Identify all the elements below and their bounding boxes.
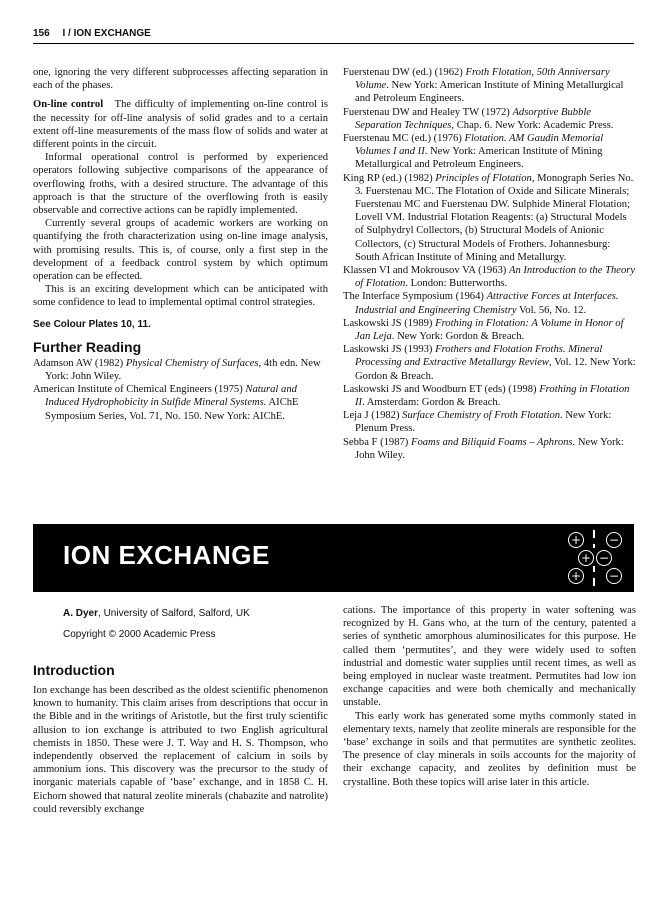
left-column-top: [33, 66, 328, 423]
article-title: ION EXCHANGE: [63, 540, 270, 570]
reference-title: Froth Flotation, 50th Anniversary Volume: [355, 67, 610, 92]
reference-entry: [343, 106, 636, 132]
reference-title: Flotation. AM Gaudin Memorial Volumes I and II: [355, 133, 604, 158]
author-line: [63, 606, 323, 621]
paragraph: This early work has generated some myths commonly stated in elementary texts, namely that zeolite minerals are responsible for the ‘base’ exchange in soils and that permutites are synthetic zeolites. The presence of clay minerals in soils accounts for the majority of their exchange capacity, and zeolites by definition must be crystalline. Both these topics will arise later in this article.: [343, 710, 636, 788]
reference-authors: Fuerstenau DW and Healey TW (1972): [343, 106, 513, 118]
author-name: A. Dyer: [63, 608, 99, 619]
page-number: 156: [33, 28, 50, 39]
right-column-top: [343, 66, 636, 462]
left-column-bottom: [33, 684, 328, 816]
article-title-banner: [33, 524, 634, 592]
paragraph: cations. The importance of this property in water softening was recognized by H. Gans who, at the turn of the century, patented a series of synthetic amorphous aluminosilicates for this purpose. He called them ‘permutites’, and they were widely used to soften industrial and domestic water supplies until recent times, as well as being employed in nuclear waste treatment. Permutites had low ion exchange capacities and were both chemically and mechanically unstable.: [343, 605, 636, 709]
paragraph-text: The difficulty of implementing on-line control is the necessity for off-line analysis of solid grades and to a certain extent off-line measurements of the mass flow of solids and water at different points in the circuit.: [33, 99, 328, 151]
reference-title: Frothers and Flotation Froths. Mineral Processing and Extractive Metallurgy Review: [355, 344, 603, 369]
reference-details: . New York: Plenum Press.: [355, 410, 612, 435]
anion-icon: −: [606, 532, 622, 548]
anion-icon: −: [596, 550, 612, 566]
reference-authors: King RP (ed.) (1982): [343, 172, 436, 184]
reference-title: Attractive Forces at Interfaces. Industrial and Engineering Chemistry: [355, 291, 619, 316]
see-colour-plates: See Colour Plates 10, 11.: [33, 318, 151, 330]
reference-entry: [343, 436, 636, 462]
right-column-bottom: [343, 604, 636, 789]
reference-title: Natural and Induced Hydrophobicity in Sulfide Mineral Systems.: [45, 384, 297, 409]
paragraph: Currently several groups of academic workers are working on quantifying the froth characterization using on-line image analysis, with promising results. This is, of course, only a first step in the development of a feedback control system by which optimum operation can be effected.: [33, 218, 328, 283]
cation-icon: +: [578, 550, 594, 566]
reference-authors: Laskowski JS (1989): [343, 317, 436, 329]
reference-entry: [343, 317, 636, 343]
reference-authors: Laskowski JS and Woodburn ET (eds) (1998): [343, 383, 540, 395]
reference-authors: Fuerstenau DW (ed.) (1962): [343, 67, 466, 78]
references-right: [343, 66, 636, 462]
reference-details: . New York: American Institute of Mining Metallurgical and Petroleum Engineers.: [355, 80, 624, 105]
reference-title: An Introduction to the Theory of Flotation: [355, 265, 636, 290]
reference-details: AIChE Symposium Series, Vol. 71, No. 150. New York: AIChE.: [45, 397, 299, 422]
reference-details: , Vol. 12. New York: Gordon & Breach.: [355, 357, 636, 382]
reference-details: , Chap. 6. New York: Academic Press.: [451, 119, 614, 131]
divider-dash: [593, 530, 595, 538]
reference-authors: Laskowski JS (1993): [343, 344, 436, 356]
paragraph: This is an exciting development which can be anticipated with some confidence to lead to implemental optimal control strategies.: [33, 284, 328, 309]
reference-title: Principles of Flotation: [435, 172, 532, 184]
reference-details: . New York: Gordon & Breach.: [391, 331, 525, 343]
divider-dash: [593, 578, 595, 586]
reference-authors: Leja J (1982): [343, 410, 403, 422]
copyright: Copyright © 2000 Academic Press: [63, 629, 216, 640]
references-left: [33, 357, 328, 423]
reference-title: Adsorptive Bubble Separation Techniques: [355, 106, 592, 131]
author-block: [63, 606, 323, 642]
reference-title: Physical Chemistry of Surfaces: [125, 357, 259, 369]
introduction-heading: Introduction: [33, 662, 115, 678]
reference-title: Frothing in Flotation II: [355, 383, 630, 409]
reference-title: Foams and Biliquid Foams – Aphrons: [410, 436, 573, 448]
reference-details: . New York: John Wiley.: [355, 436, 624, 461]
subheading: On-line control: [33, 99, 104, 111]
online-control-paragraph: [33, 98, 328, 151]
cation-icon: +: [568, 532, 584, 548]
reference-title: Frothing in Flotation: A Volume in Honor of Jan Leja: [355, 317, 624, 343]
reference-entry: [33, 357, 328, 383]
paragraph: Ion exchange has been described as the oldest scientific phenomenon known to humanity. This claim arises from descriptions that occur in the Bible and in the writings of Aristotle, but the first truly scientific allusion to ion exchange is attributed to two English agricultural chemists in 1850. These were J. T. Way and H. S. Thompson, who independently observed the replacement of calcium in soils by ammonium ions. This discovery was the precursor to the study of inorganic materials capable of ‘base’ exchange, and in 1858 C. H. Eichorn showed that natural zeolite minerals (chabazite and natrolite) could reversibly exchange: [33, 685, 328, 815]
cation-icon: +: [568, 568, 584, 584]
reference-details: , Monograph Series No. 3. Fuerstenau MC. The Flotation of Oxide and Silicate Minerals; Fuerstenau MC and Fuerstenau DW. Sulphide Mineral Flotation; Lovell VM. Industrial Flotation Reagents: (a) Structural Models of Sulphydryl Collectors, (b) Structural Models of Anionic Collectors, (c) Structural Models of Frothers. Johannesburg: South African Institute of Mining and Metallurgy.: [355, 172, 634, 263]
reference-authors: Adamson AW (1982): [33, 357, 126, 369]
reference-entry: [343, 290, 636, 316]
paragraph: one, ignoring the very different subprocesses affecting separation in each of the phases.: [33, 67, 328, 92]
reference-entry: [343, 264, 636, 290]
author-affiliation: , University of Salford, Salford, UK: [98, 608, 250, 619]
reference-entry: [343, 172, 636, 264]
reference-authors: Klassen VI and Mokrousov VA (1963): [343, 265, 509, 277]
reference-entry: [343, 343, 636, 383]
reference-details: Vol. 56, No. 12.: [516, 304, 587, 316]
reference-entry: [33, 383, 328, 423]
reference-title: Surface Chemistry of Froth Flotation: [402, 410, 561, 422]
reference-entry: [343, 409, 636, 435]
reference-entry: [343, 66, 636, 106]
reference-details: . London: Butterworths.: [405, 278, 508, 290]
anion-icon: −: [606, 568, 622, 584]
divider-dash: [593, 544, 595, 548]
reference-authors: The Interface Symposium (1964): [343, 291, 487, 303]
paragraph: Informal operational control is performed by experienced operators following subjective comparisons of the appearance of overflowing froths, with a desired structure. The advantage of this approach is that the structure of the overflowing froth is easily observable and corrective actions can be rapidly implemented.: [33, 152, 328, 217]
running-header: [33, 28, 634, 44]
reference-details: . Amsterdam: Gordon & Breach.: [362, 397, 501, 409]
reference-details: . New York: American Institute of Mining Metallurgical and Petroleum Engineers.: [355, 146, 603, 171]
ion-exchange-logo: [564, 530, 626, 586]
reference-authors: Fuerstenau MC (ed.) (1976): [343, 133, 465, 145]
reference-authors: American Institute of Chemical Engineers (1975): [33, 384, 246, 396]
running-title: I / ION EXCHANGE: [62, 28, 151, 39]
reference-entry: [343, 132, 636, 172]
reference-entry: [343, 383, 636, 409]
divider-dash: [593, 566, 595, 572]
reference-details: , 4th edn. New York: John Wiley.: [45, 357, 321, 383]
further-reading-heading: Further Reading: [33, 338, 142, 355]
reference-authors: Sebba F (1987): [343, 436, 411, 448]
